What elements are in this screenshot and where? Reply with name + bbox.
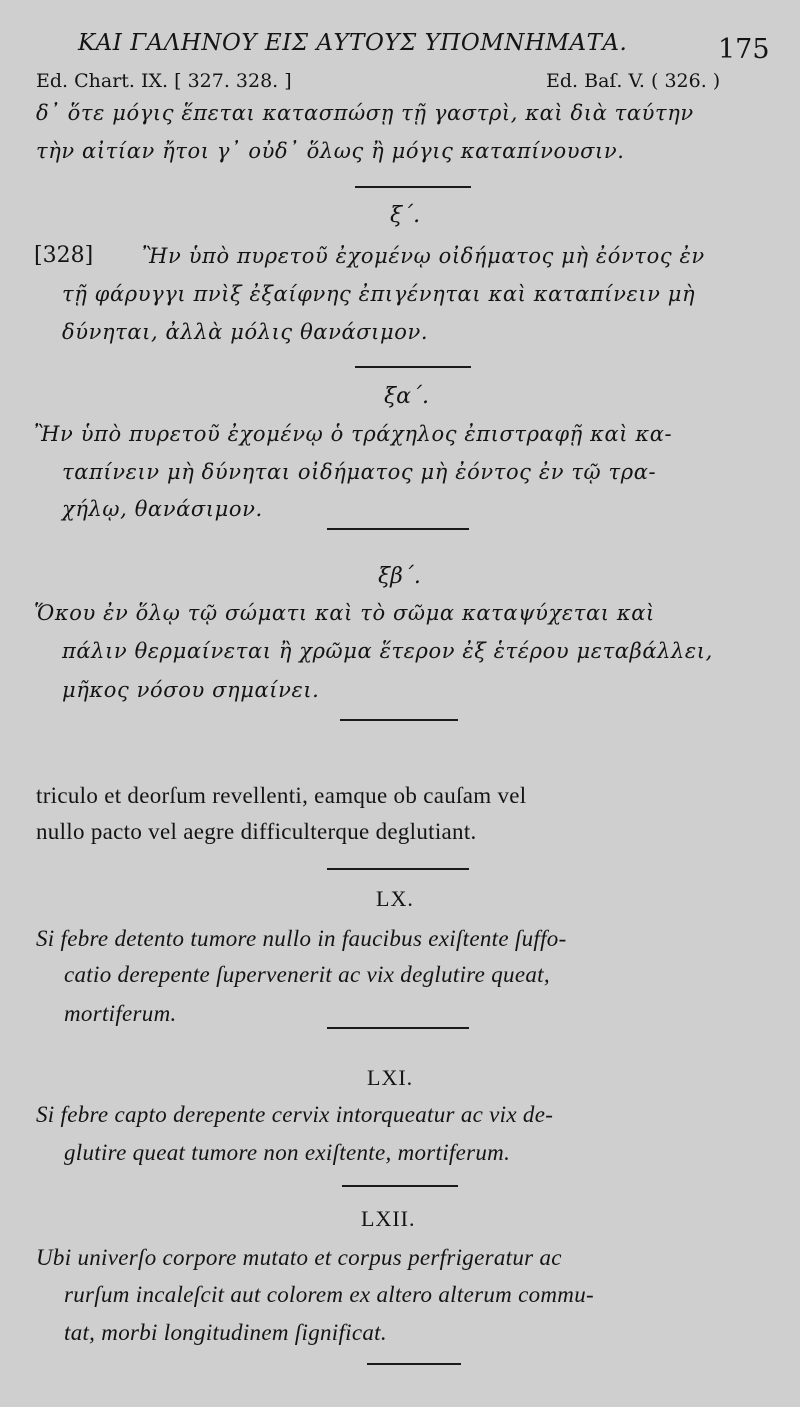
- edition-reference-basel: Ed. Baſ. V. ( 326. ): [546, 70, 721, 92]
- greek-aphorism-number: ξβ΄.: [378, 564, 421, 589]
- latin-aphorism-line: catio derepente ſupervenerit ac vix deglutire queat,: [64, 962, 550, 987]
- greek-aphorism-number: ξ΄.: [390, 203, 421, 228]
- latin-aphorism-line: Si febre detento tumore nullo in faucibus exiſtente ſuffo-: [36, 926, 567, 951]
- greek-aphorism-line: Ἢν ὑπὸ πυρετοῦ ἐχομένῳ ὁ τράχηλος ἐπιστραφῇ καὶ κα-: [34, 422, 673, 446]
- latin-continuation-line-1: triculo et deorſum revellenti, eamque ob cauſam vel: [36, 783, 527, 808]
- page-marker: [328]: [34, 243, 94, 268]
- section-divider: [327, 528, 469, 530]
- latin-aphorism-line: Si febre capto derepente cervix intorqueatur ac vix de-: [36, 1102, 554, 1127]
- page-number: 175: [718, 34, 770, 65]
- latin-aphorism-line: tat, morbi longitudinem ſignificat.: [64, 1320, 387, 1345]
- edition-reference-chartier: Ed. Chart. IX. [ 327. 328. ]: [36, 70, 292, 92]
- greek-aphorism-number: ξα΄.: [384, 384, 429, 409]
- section-divider: [367, 1363, 461, 1365]
- greek-aphorism-line: μῆκος νόσου σημαίνει.: [62, 678, 320, 702]
- section-divider: [355, 186, 471, 188]
- latin-aphorism-number: LXII.: [361, 1206, 416, 1231]
- greek-aphorism-line: Ἢν ὑπὸ πυρετοῦ ἐχομένῳ οἰδήματος μὴ ἐόντος ἐν: [142, 244, 705, 268]
- latin-aphorism-line: Ubi univerſo corpore mutato et corpus perfrigeratur ac: [36, 1245, 562, 1270]
- greek-aphorism-line: τῇ φάρυγγι πνὶξ ἐξαίφνης ἐπιγένηται καὶ καταπίνειν μὴ: [62, 282, 696, 306]
- latin-aphorism-number: LX.: [376, 886, 414, 911]
- greek-continuation-line-2: τὴν αἰτίαν ἤτοι γ᾽ οὐδ᾽ ὅλως ἢ μόγις καταπίνουσιν.: [36, 139, 625, 163]
- greek-continuation-line-1: δ᾽ ὅτε μόγις ἕπεται κατασπώσῃ τῇ γαστρὶ, καὶ διὰ ταύτην: [36, 101, 694, 125]
- latin-aphorism-line: mortiferum.: [64, 1001, 177, 1026]
- greek-aphorism-line: ταπίνειν μὴ δύνηται οἰδήματος μὴ ἐόντος ἐν τῷ τρα-: [62, 460, 657, 484]
- section-divider: [355, 366, 471, 368]
- section-divider: [327, 1027, 469, 1029]
- greek-aphorism-line: χήλῳ, θανάσιμον.: [62, 497, 263, 521]
- section-divider: [342, 1185, 458, 1187]
- section-divider: [327, 868, 469, 870]
- latin-aphorism-line: glutire queat tumore non exiſtente, mortiferum.: [64, 1140, 511, 1165]
- greek-aphorism-line: Ὅκου ἐν ὅλῳ τῷ σώματι καὶ τὸ σῶμα καταψύχεται καὶ: [34, 601, 655, 625]
- running-header-title: ΚΑΙ ΓΑΛΗΝΟΥ ΕΙΣ ΑΥΤΟΥΣ ΥΠΟΜΝΗΜΑΤΑ.: [78, 30, 628, 56]
- greek-aphorism-line: πάλιν θερμαίνεται ἢ χρῶμα ἕτερον ἐξ ἑτέρου μεταβάλλει,: [62, 639, 713, 663]
- latin-aphorism-number: LXI.: [367, 1065, 414, 1090]
- latin-continuation-line-2: nullo pacto vel aegre difficulterque deglutiant.: [36, 819, 477, 844]
- greek-aphorism-line: δύνηται, ἀλλὰ μόλις θανάσιμον.: [62, 320, 429, 344]
- latin-aphorism-line: rurſum incaleſcit aut colorem ex altero alterum commu-: [64, 1282, 594, 1307]
- section-divider: [340, 719, 458, 721]
